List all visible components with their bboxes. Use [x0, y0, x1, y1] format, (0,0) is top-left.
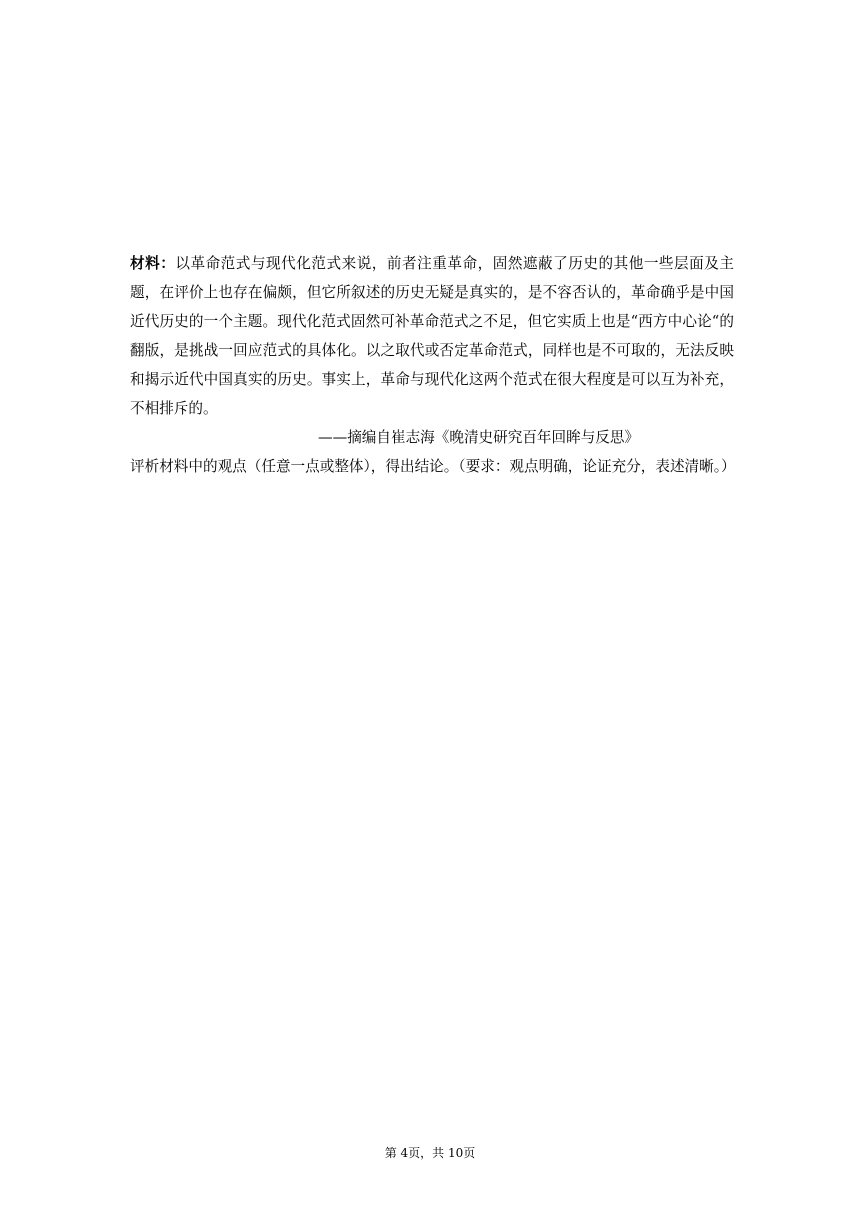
material-label: 材料： — [130, 255, 176, 272]
page-footer: 第 4页，共 10页 — [384, 1146, 476, 1160]
question-prompt: 评析材料中的观点（任意一点或整体），得出结论。（要求：观点明确，论证充分，表述清晰。） — [130, 458, 736, 475]
material-text: 以革命范式与现代化范式来说，前者注重革命，固然遮蔽了历史的其他一些层面及主题，在评价上也存在偏颇，但它所叙述的历史无疑是真实的，是不容否认的，革命确乎是中国近代历史的一个主题。现代化范式固然可补革命范式之不足，但它实质上也是“西方中心论“的翻版，是挑战一回应范式的具体化。以之取代或否定革命范式，同样也是不可取的，无法反映和揭示近代中国真实的历史。事实上，革命与现代化这两个范式在很大程度是可以互为补充，不相排斥的。 — [130, 255, 734, 417]
material-paragraph — [130, 249, 734, 423]
material-source: ——摘编自崔志海《晚清史研究百年回眸与反思》 — [318, 429, 640, 446]
question-block — [130, 249, 734, 481]
